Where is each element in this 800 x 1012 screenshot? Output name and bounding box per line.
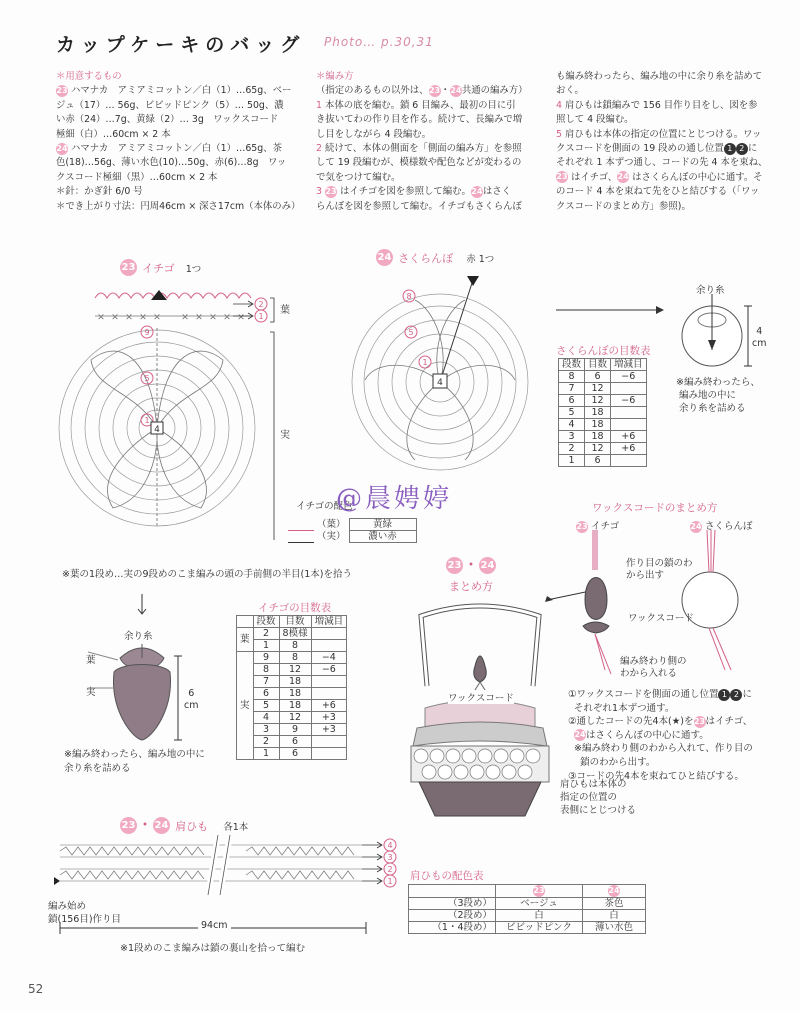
- strawberry-size: 6 cm: [184, 688, 199, 711]
- strawberry-color-table: （葉） 黄緑 （実） 濃い赤: [288, 518, 417, 543]
- svg-text:✕: ✕: [97, 313, 105, 323]
- strawberry-table-title: イチゴの目数表: [258, 602, 332, 614]
- svg-text:3: 3: [387, 853, 393, 862]
- strawberry-stitch-table: 段数 目数 増減目 葉 2 8模様 1 8 実 9 8 −4 8 12 −6 7 18 6 18 5 18 +6 4 12 +3 3 9 +3 2 6 1 6: [236, 615, 347, 760]
- instructions-heading: ＊編み方: [316, 71, 354, 82]
- svg-text:実: 実: [280, 430, 290, 441]
- chain-note: 作り目の鎖のわ から出す: [626, 558, 693, 581]
- leaf-label: 葉: [86, 655, 96, 666]
- svg-text:✕: ✕: [237, 313, 245, 323]
- strap-color-title: 肩ひもの配色表: [410, 870, 484, 882]
- instructions-section: ＊編み方 （指定のあるもの以外は、23・24共通の編み方） 1 本体の底を編む。鎖 6 目編み、最初の目に引 き抜いてわの作り目を作る。続けて、長編みで増 し目をしながら 4 段編む。 2 続けて、本体の側面を「側面の編み方」を参照 して 19 段編むが、模様数や配色などが変わるの で気をつけて編む。 3 23 はイチゴを図を参照して編む。24はさく らんぼを図を参照して編む。イチゴもさくらんぼ: [316, 70, 548, 214]
- svg-text:1: 1: [144, 416, 150, 425]
- pattern-24-badge: 24: [56, 143, 68, 153]
- materials-heading: ＊用意するもの: [56, 71, 122, 82]
- svg-text:5: 5: [408, 328, 414, 337]
- svg-text:9: 9: [144, 328, 150, 337]
- strap-stitch-chart: [50, 835, 400, 905]
- svg-text:✕: ✕: [223, 313, 231, 323]
- svg-text:✕: ✕: [139, 313, 147, 323]
- svg-text:1: 1: [258, 312, 264, 321]
- svg-text:✕: ✕: [181, 313, 189, 323]
- svg-text:✕: ✕: [111, 313, 119, 323]
- bag-illustration: [405, 596, 555, 821]
- cord-cherry-label: 24 さくらんぼ: [690, 521, 753, 532]
- svg-text:5: 5: [144, 374, 150, 383]
- watermark: @晨娉婷: [336, 484, 453, 514]
- leftover-yarn-label: 余り糸: [124, 631, 153, 642]
- svg-text:✕: ✕: [195, 313, 203, 323]
- strawberry-color-title: イチゴの配色: [296, 501, 353, 512]
- svg-text:1: 1: [387, 877, 393, 886]
- fruit-label: 実: [86, 687, 96, 698]
- assembly-heading: 23・ 24 まとめ方: [447, 555, 495, 593]
- svg-text:4: 4: [387, 841, 393, 850]
- page-title: カップケーキのバッグ: [56, 34, 306, 56]
- svg-text:2: 2: [258, 300, 264, 309]
- cherry-stitch-table: 段数 目数 増減目 8 6 −6 7 12 6 12 −6 5 18 4 18 3 18 +6 2 12 +6 1 6: [558, 358, 647, 467]
- end-note: 編み終わり側の わから入れる: [620, 656, 687, 679]
- wax-cord-label: ワックスコード: [448, 690, 514, 704]
- svg-text:葉: 葉: [280, 305, 290, 316]
- strap-start-note: 編み始め 鎖(156目)作り目: [48, 901, 122, 925]
- cord-assembly-title: ワックスコードのまとめ方: [592, 502, 718, 514]
- assembly-steps: ①ワックスコードを側面の通し位置 1 2 に それぞれ1本ずつ通す。 ②通したコードの先4本(★)を23はイチゴ、 24はさくらんぼの中心に通す。 ※編み終わり側のわから入れて、作り目の 鎖のわから出す。 ③コードの先4本を束ねてひと結びする。: [568, 689, 753, 782]
- svg-text:✕: ✕: [153, 313, 161, 323]
- materials-section: ＊用意するもの 23 ハマナカ アミアミコットン／白（1）…65g、ベー ジュ（17）… 56g、ビビッドピンク（5）… 50g、濃 い赤（24）…7g、黄緑（2）… 3g ワックスコード 極細（白）…60cm × 2 本 24 ハマナカ アミアミコットン／白（1）…65g、茶 色(18)…56g、薄い水色(10)…50g、赤(6)…8g ワッ クスコード極細（黒）…60cm × 2 本 ＊針：かぎ針 6/0 号 ＊でき上がり寸法：円周46cm × 深さ17cm（本体のみ）: [56, 70, 306, 214]
- strawberry-chart-heading: 23 イチゴ 1つ: [120, 257, 201, 276]
- svg-text:✕: ✕: [209, 313, 217, 323]
- size-info: ＊でき上がり寸法：円周46cm × 深さ17cm（本体のみ）: [56, 200, 301, 212]
- svg-text:✕: ✕: [125, 313, 133, 323]
- svg-text:1: 1: [422, 358, 428, 367]
- pattern-23-badge: 23: [56, 85, 68, 95]
- cherry-stitch-chart: [345, 270, 535, 480]
- strap-color-table: 23 24 （3段め） ベージュ 茶色 （2段め） 白 白 （1・4段め） ビビッドピンク 薄い水色: [408, 884, 646, 934]
- svg-text:4: 4: [437, 378, 443, 388]
- wax-cord-detail-label: ワックスコード: [628, 613, 694, 624]
- cherry-finish-note: ※編み終わったら、 編み地の中に 余り糸を詰める: [676, 377, 760, 414]
- strawberry-finished-illustration: [70, 590, 210, 750]
- svg-text:4: 4: [154, 425, 160, 435]
- strap-length: 94cm: [198, 920, 231, 931]
- cherry-chart-heading: 24 さくらんぼ 赤 1つ: [376, 247, 494, 266]
- cherry-leftover-label: 余り糸: [696, 285, 725, 296]
- strap-note: ※1段めのこま編みは鎖の裏山を拾って編む: [120, 943, 306, 954]
- cherry-table-title: さくらんぼの目数表: [556, 345, 651, 357]
- cord-strawberry-label: 23 イチゴ: [576, 521, 620, 532]
- strap-attach-note: 肩ひもは本体の 指定の位置の 表側にとじつける: [560, 779, 637, 816]
- page-number: 52: [28, 982, 44, 996]
- instructions-continued: も編み終わったら、編み地の中に余り糸を詰めて おく。 4 肩ひもは鎖編みで 156 目作り目をし、図を参 照して 4 段編む。 5 肩ひもは本体の指定の位置にとじつける。ワッ クスコードを側面の 19 段めの通し位置 1 2 に それぞれ 1 本ずつ通し、コードの先 4 本を束ね、 23 はイチゴ、24 はさくらんぼの中心に通す。そ のコード 4 本を束ねて先をひと結びする（「ワッ クスコードのまとめ方」参照)。: [556, 71, 768, 212]
- needle-info: ＊針：かぎ針 6/0 号: [56, 186, 143, 198]
- photo-reference: Photo… p.30,31: [324, 35, 434, 49]
- cherry-size: 4 cm: [752, 326, 767, 349]
- strawberry-stitch-chart: [55, 280, 305, 540]
- start-marker-icon: [467, 276, 479, 286]
- svg-text:2: 2: [387, 865, 393, 874]
- svg-text:8: 8: [406, 292, 412, 301]
- strap-heading: 23・ 24 肩ひも 各1本: [121, 815, 249, 834]
- strawberry-finish-note: ※編み終わったら、編み地の中に 余り糸を詰める: [64, 749, 205, 774]
- leaf-row-note: ※葉の1段め…実の9段めのこま編みの頭の手前側の半目(1本)を拾う: [62, 569, 353, 580]
